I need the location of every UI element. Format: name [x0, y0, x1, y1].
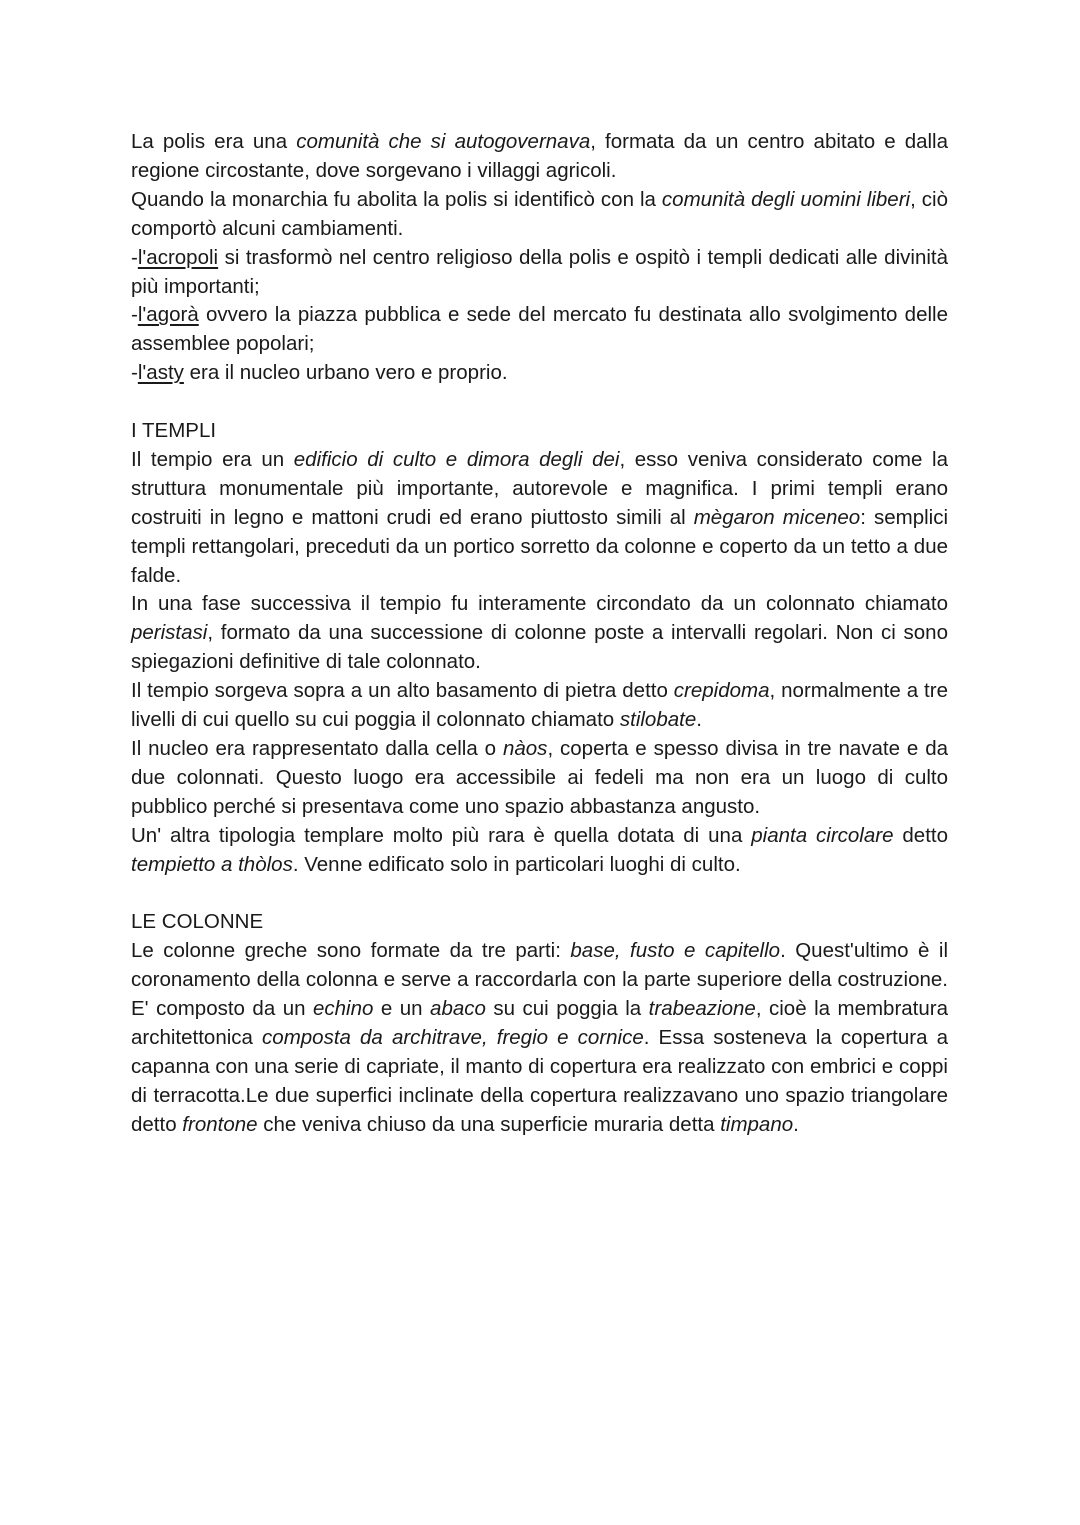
- templi-paragraph-4: Il nucleo era rappresentato dalla cella o nàos, coperta e spesso divisa in tre navate e da due colonnati. Questo luogo era accessibile ai fedeli ma non era un luogo di culto pubblico perché si presentava come uno spazio abbastanza angusto.: [131, 737, 948, 818]
- colonne-paragraph-1: Le colonne greche sono formate da tre parti: base, fusto e capitello. Quest'ultimo è il coronamento della colonna e serve a raccordarla con la parte superiore della costruzione. E' composto da un echino e un abaco su cui poggia la trabeazione, cioè la membratura architettonica composta da architrave, fregio e cornice. Essa sosteneva la copertura a capanna con una serie di capriate, il manto di copertura era realizzato con embrici e coppi di terracotta.Le due superfici inclinate della copertura realizzavano uno spazio triangolare detto frontone che veniva chiuso da una superficie muraria detta timpano.: [131, 939, 949, 1136]
- list-item-acropoli: -l'acropoli si trasformò nel centro religioso della polis e ospitò i templi dedicati alle divinità più importanti;: [131, 245, 948, 298]
- emphasis-autogoverno: comunità che si autogovernava: [296, 130, 591, 153]
- term-agora: l'agorà: [137, 303, 199, 327]
- polis-intro-paragraph: La polis era una comunità che si autogovernava, formata da un centro abitato e dalla regione circostante, dove sorgevano i villaggi agricoli.: [131, 130, 949, 182]
- list-item-asty: -l'asty era il nucleo urbano vero e proprio.: [131, 361, 508, 385]
- emphasis-uomini-liberi: comunità degli uomini liberi: [661, 187, 911, 211]
- term-acropoli: l'acropoli: [137, 245, 219, 269]
- templi-paragraph-2: In una fase successiva il tempio fu interamente circondato da un colonnato chiamato peristasi, formato da una successione di colonne poste a intervalli regolari. Non ci sono spiegazioni definitive di tale colonnato.: [131, 592, 948, 674]
- heading-templi: I TEMPLI: [131, 419, 217, 443]
- templi-paragraph-3: Il tempio sorgeva sopra a un alto basamento di pietra detto crepidoma, normalmente a tre livelli di cui quello su cui poggia il colonnato chiamato stilobate.: [131, 679, 948, 732]
- heading-colonne: LE COLONNE: [131, 910, 264, 934]
- polis-monarchia-paragraph: Quando la monarchia fu abolita la polis si identificò con la comunità degli uomini liberi, ciò comportò alcuni cambiamenti.: [131, 187, 948, 240]
- section-spacer: [131, 388, 948, 417]
- list-item-agora: -l'agorà ovvero la piazza pubblica e sede del mercato fu destinata allo svolgimento delle assemblee popolari;: [131, 303, 948, 356]
- document-page: [131, 128, 948, 1140]
- section-spacer: [131, 880, 948, 909]
- templi-paragraph-5: Un' altra tipologia templare molto più rara è quella dotata di una pianta circolare detto tempietto a thòlos. Venne edificato solo in particolari luoghi di culto.: [131, 823, 948, 876]
- term-asty: l'asty: [137, 361, 184, 385]
- templi-paragraph-1: Il tempio era un edificio di culto e dimora degli dei, esso veniva considerato come la struttura monumentale più importante, autorevole e magnifica. I primi templi erano costruiti in legno e mattoni crudi ed erano piuttosto simili al mègaron miceneo: semplici templi rettangolari, preceduti da un portico sorretto da colonne e coperto da un tetto a due falde.: [131, 447, 949, 587]
